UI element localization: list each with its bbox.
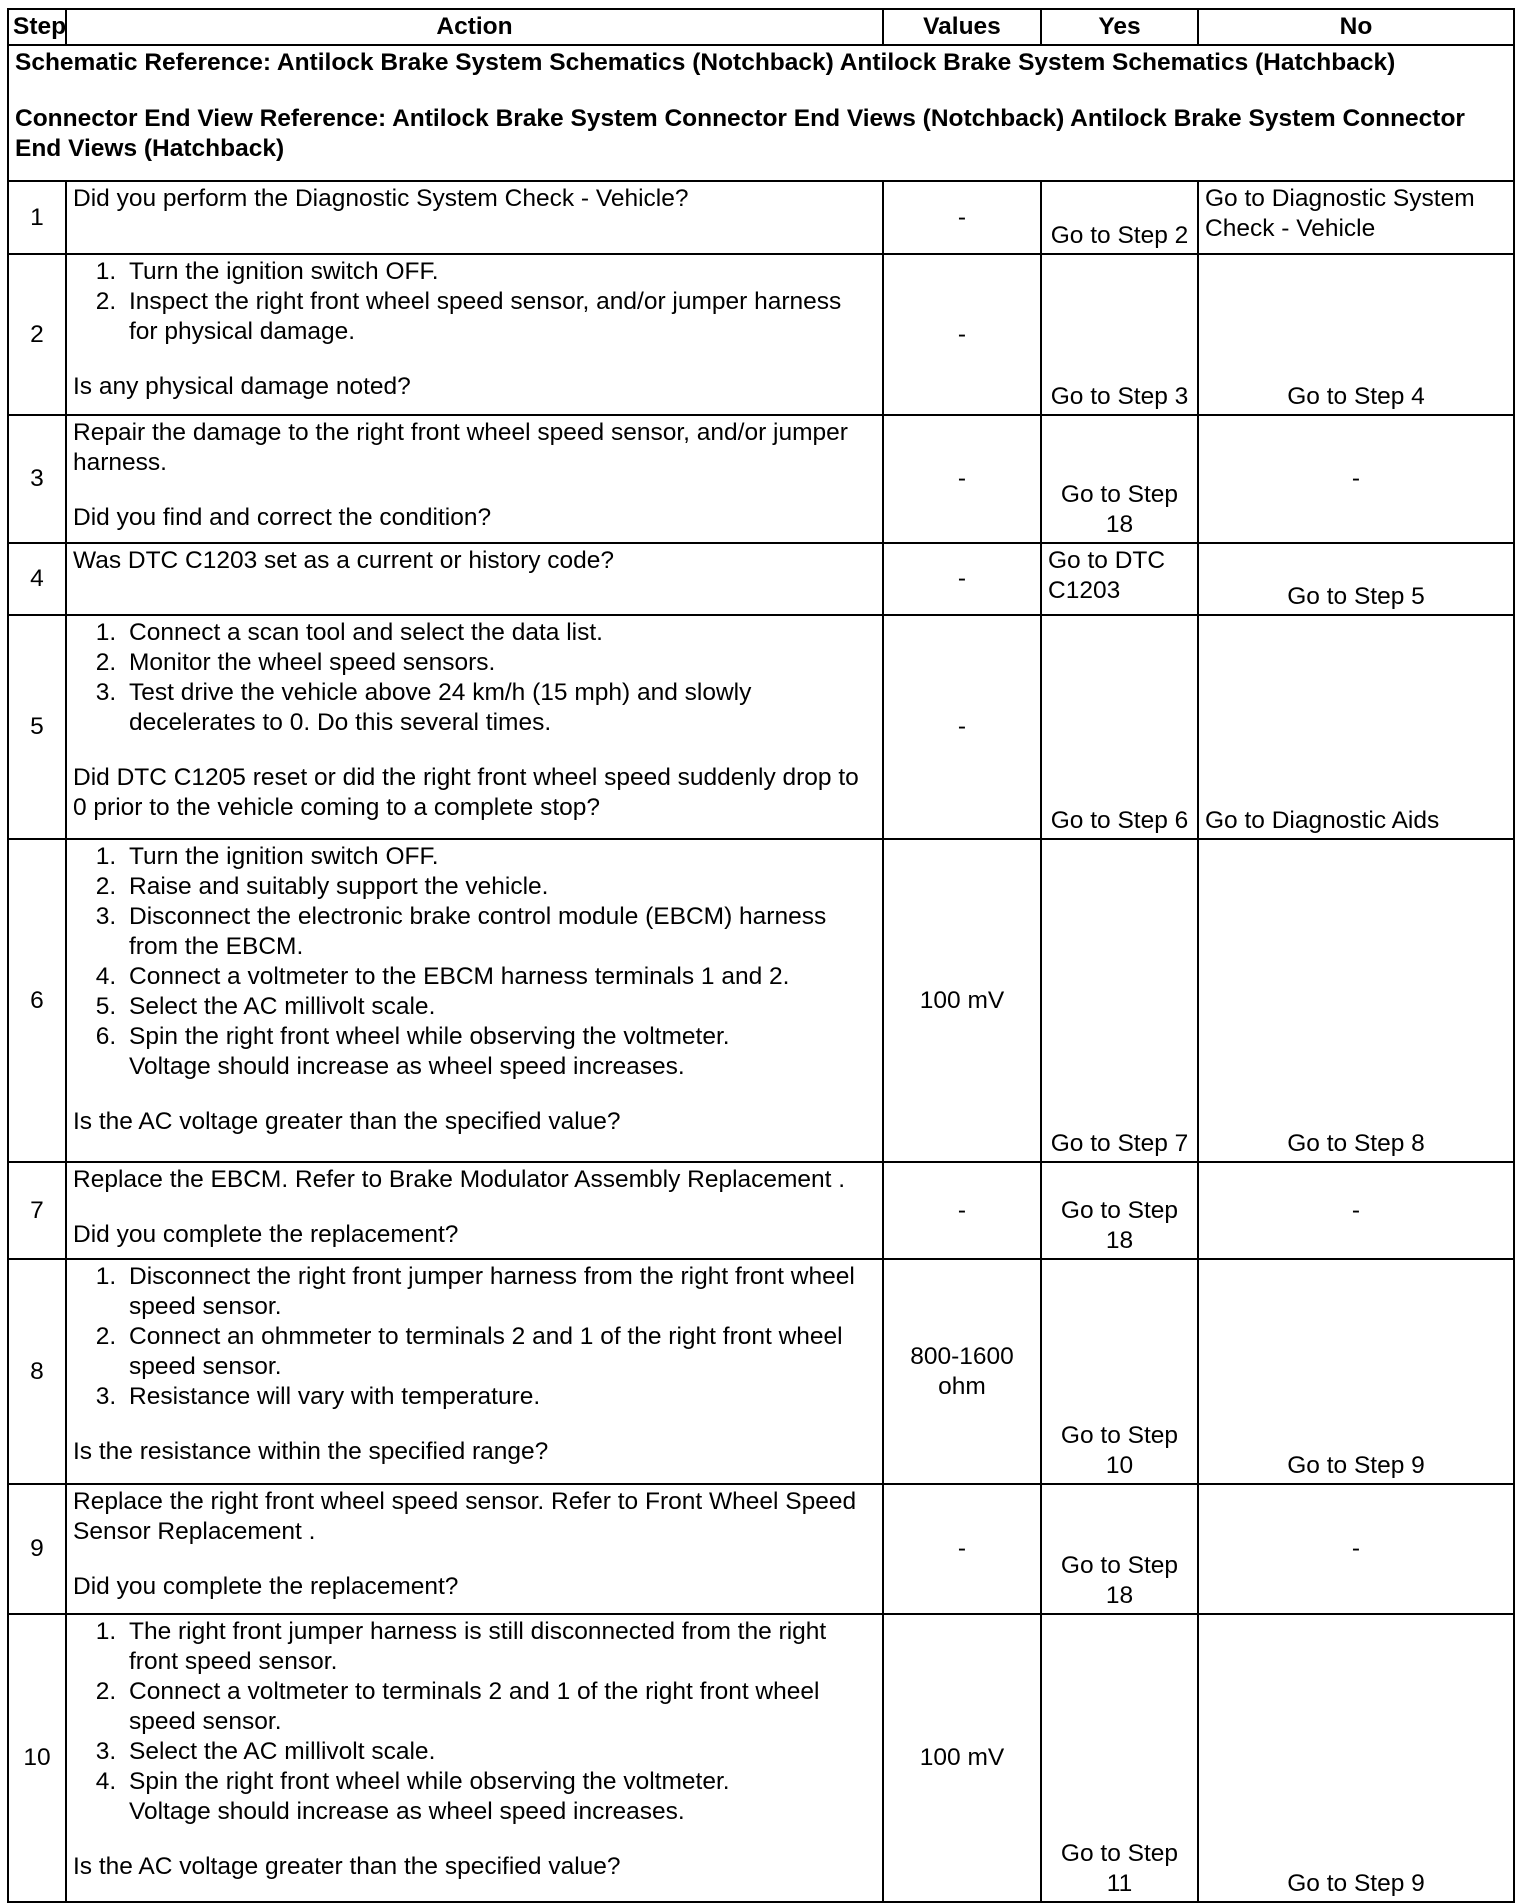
table-row xyxy=(8,415,1514,543)
value-cell: - xyxy=(883,181,1041,254)
step-number: 5 xyxy=(8,615,66,839)
step-number: 7 xyxy=(8,1162,66,1259)
diagnostic-table-container xyxy=(7,8,1513,1897)
list-item: 1. Turn the ignition switch OFF. xyxy=(123,257,876,287)
action-steps-list xyxy=(73,1617,876,1827)
yes-cell: Go to Step 10 xyxy=(1041,1259,1198,1484)
yes-cell: Go to Step 18 xyxy=(1041,1484,1198,1614)
yes-cell: Go to Step 18 xyxy=(1041,415,1198,543)
list-item-text: 4. Spin the right front wheel while observing the voltmeter. xyxy=(129,1768,730,1795)
no-cell: Go to Step 8 xyxy=(1198,839,1514,1162)
header-row xyxy=(8,9,1514,45)
value-cell: 800-1600 ohm xyxy=(883,1259,1041,1484)
list-item: 4. Connect a voltmeter to the EBCM harness terminals 1 and 2. xyxy=(123,962,876,992)
step-number: 6 xyxy=(8,839,66,1162)
header-no: No xyxy=(1198,9,1514,45)
step-number: 9 xyxy=(8,1484,66,1614)
table-row xyxy=(8,1484,1514,1614)
action-question: Did you find and correct the condition? xyxy=(73,504,492,531)
action-cell xyxy=(66,1162,883,1259)
action-question: Was DTC C1203 set as a current or history code? xyxy=(73,547,615,574)
list-item: 1. Turn the ignition switch OFF. xyxy=(123,842,876,872)
yes-cell: Go to Step 18 xyxy=(1041,1162,1198,1259)
table-row xyxy=(8,543,1514,615)
list-item: 1. Disconnect the right front jumper harness from the right front wheel speed sensor. xyxy=(123,1262,876,1322)
list-item-note: Voltage should increase as wheel speed increases. xyxy=(129,1798,685,1825)
table-row xyxy=(8,1259,1514,1484)
action-cell xyxy=(66,181,883,254)
step-number: 8 xyxy=(8,1259,66,1484)
no-cell: Go to Diagnostic System Check - Vehicle xyxy=(1198,181,1514,254)
value-cell: 100 mV xyxy=(883,839,1041,1162)
header-yes: Yes xyxy=(1041,9,1198,45)
value-cell: 100 mV xyxy=(883,1614,1041,1902)
no-cell: Go to Step 9 xyxy=(1198,1259,1514,1484)
no-cell: Go to Step 4 xyxy=(1198,254,1514,415)
action-question: Is the resistance within the specified range? xyxy=(73,1438,549,1465)
action-steps-list xyxy=(73,842,876,1082)
action-question: Did you complete the replacement? xyxy=(73,1221,459,1248)
action-intro: Repair the damage to the right front wheel speed sensor, and/or jumper harness. xyxy=(73,419,848,476)
value-cell: - xyxy=(883,415,1041,543)
list-item: 2. Connect a voltmeter to terminals 2 and 1 of the right front wheel speed sensor. xyxy=(123,1677,876,1737)
header-step: Step xyxy=(8,9,66,45)
step-number: 10 xyxy=(8,1614,66,1902)
action-cell xyxy=(66,615,883,839)
action-cell xyxy=(66,543,883,615)
action-steps-list xyxy=(73,1262,876,1412)
action-question: Is any physical damage noted? xyxy=(73,373,411,400)
action-question: Is the AC voltage greater than the specified value? xyxy=(73,1853,621,1880)
action-cell xyxy=(66,839,883,1162)
value-cell: - xyxy=(883,615,1041,839)
yes-cell: Go to Step 3 xyxy=(1041,254,1198,415)
table-row xyxy=(8,181,1514,254)
action-cell xyxy=(66,415,883,543)
no-cell: Go to Diagnostic Aids xyxy=(1198,615,1514,839)
action-cell xyxy=(66,1259,883,1484)
action-question: Did you complete the replacement? xyxy=(73,1573,459,1600)
action-steps-list xyxy=(73,618,876,738)
list-item: 3. Disconnect the electronic brake control module (EBCM) harness from the EBCM. xyxy=(123,902,876,962)
connector-reference: Connector End View Reference: Antilock Brake System Connector End Views (Notchback) Antilock Brake System Connector End Views (Hatchback) xyxy=(15,105,1465,162)
value-cell: - xyxy=(883,1484,1041,1614)
value-cell: - xyxy=(883,254,1041,415)
list-item: 3. Select the AC millivolt scale. xyxy=(123,1737,876,1767)
action-question: Is the AC voltage greater than the specified value? xyxy=(73,1108,621,1135)
table-row xyxy=(8,1614,1514,1902)
step-number: 2 xyxy=(8,254,66,415)
schematic-reference: Schematic Reference: Antilock Brake System Schematics (Notchback) Antilock Brake System Schematics (Hatchback) xyxy=(15,49,1396,76)
yes-cell: Go to Step 2 xyxy=(1041,181,1198,254)
yes-cell: Go to Step 11 xyxy=(1041,1614,1198,1902)
list-item: 2. Connect an ohmmeter to terminals 2 and 1 of the right front wheel speed sensor. xyxy=(123,1322,876,1382)
action-question: Did you perform the Diagnostic System Check - Vehicle? xyxy=(73,185,689,212)
list-item: 3. Resistance will vary with temperature. xyxy=(123,1382,876,1412)
action-steps-list xyxy=(73,257,876,347)
step-number: 1 xyxy=(8,181,66,254)
action-cell xyxy=(66,1614,883,1902)
list-item xyxy=(123,1022,876,1082)
table-row xyxy=(8,615,1514,839)
list-item: 2. Monitor the wheel speed sensors. xyxy=(123,648,876,678)
list-item: 2. Inspect the right front wheel speed sensor, and/or jumper harness for physical damage. xyxy=(123,287,876,347)
table-row xyxy=(8,1162,1514,1259)
action-question: Did DTC C1205 reset or did the right front wheel speed suddenly drop to 0 prior to the vehicle coming to a complete stop? xyxy=(73,764,859,821)
list-item: 1. Connect a scan tool and select the data list. xyxy=(123,618,876,648)
no-cell: Go to Step 9 xyxy=(1198,1614,1514,1902)
yes-cell: Go to Step 6 xyxy=(1041,615,1198,839)
action-intro: Replace the EBCM. Refer to Brake Modulator Assembly Replacement . xyxy=(73,1166,846,1193)
list-item: 3. Test drive the vehicle above 24 km/h (15 mph) and slowly decelerates to 0. Do this several times. xyxy=(123,678,876,738)
value-cell: - xyxy=(883,543,1041,615)
no-cell: - xyxy=(1198,1162,1514,1259)
table-row xyxy=(8,254,1514,415)
list-item: 5. Select the AC millivolt scale. xyxy=(123,992,876,1022)
header-action: Action xyxy=(66,9,883,45)
list-item xyxy=(123,1767,876,1827)
yes-cell: Go to Step 7 xyxy=(1041,839,1198,1162)
step-number: 4 xyxy=(8,543,66,615)
no-cell: Go to Step 5 xyxy=(1198,543,1514,615)
action-cell xyxy=(66,254,883,415)
yes-cell: Go to DTC C1203 xyxy=(1041,543,1198,615)
action-intro: Replace the right front wheel speed sensor. Refer to Front Wheel Speed Sensor Replacement . xyxy=(73,1488,857,1545)
list-item: 1. The right front jumper harness is still disconnected from the right front speed sensor. xyxy=(123,1617,876,1677)
header-values: Values xyxy=(883,9,1041,45)
no-cell: - xyxy=(1198,415,1514,543)
action-cell xyxy=(66,1484,883,1614)
table-row xyxy=(8,839,1514,1162)
list-item-note: Voltage should increase as wheel speed increases. xyxy=(129,1053,685,1080)
list-item-text: 6. Spin the right front wheel while observing the voltmeter. xyxy=(129,1023,730,1050)
step-number: 3 xyxy=(8,415,66,543)
no-cell: - xyxy=(1198,1484,1514,1614)
reference-cell xyxy=(8,45,1514,181)
reference-row xyxy=(8,45,1514,181)
value-cell: - xyxy=(883,1162,1041,1259)
diagnostic-table xyxy=(7,8,1515,1903)
list-item: 2. Raise and suitably support the vehicle. xyxy=(123,872,876,902)
